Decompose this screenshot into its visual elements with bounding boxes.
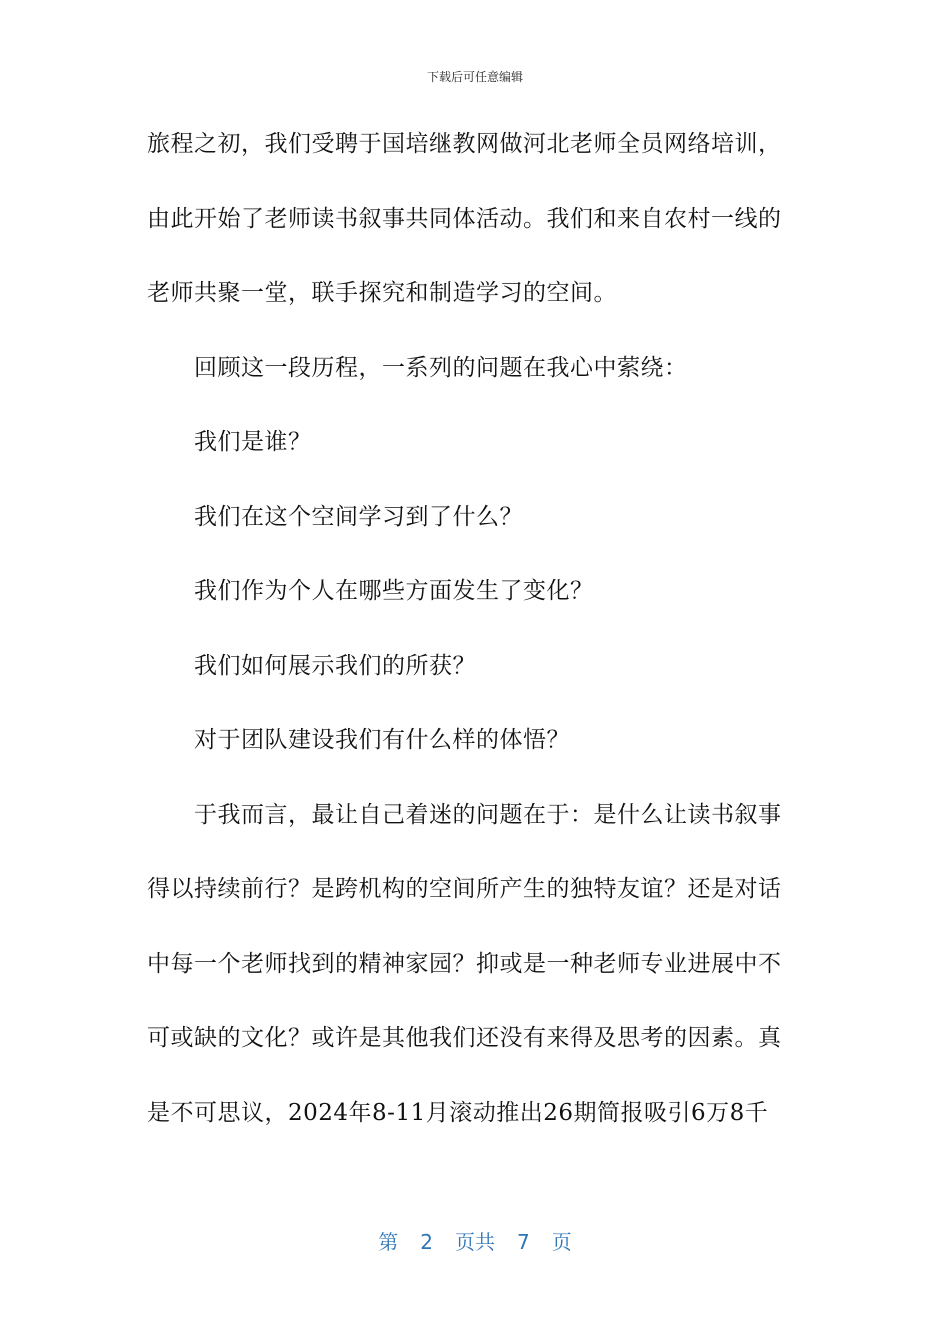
body-line-4: 回顾这一段历程，一系列的问题在我心中萦绕： <box>194 354 688 381</box>
body-line-5: 我们是谁？ <box>194 429 312 455</box>
footer-page-number: 2 <box>420 1230 433 1254</box>
page-footer <box>0 1226 950 1255</box>
body-line-9: 对于团队建设我们有什么样的体悟？ <box>194 727 570 753</box>
body-line-11: 得以持续前行？是跨机构的空间所产生的独特友谊？还是对话 <box>147 876 782 902</box>
body-line-1: 旅程之初，我们受聘于国培继教网做河北老师全员网络培训， <box>147 131 782 157</box>
body-line-3: 老师共聚一堂，联手探究和制造学习的空间。 <box>147 280 617 306</box>
body-line-8: 我们如何展示我们的所获？ <box>194 652 476 679</box>
footer-total-pages: 7 <box>517 1230 530 1254</box>
footer-middle: 页共 <box>455 1230 495 1254</box>
header-note: 下载后可任意编辑 <box>426 70 523 84</box>
document-body <box>147 126 797 1169</box>
body-line-13: 可或缺的文化？或许是其他我们还没有来得及思考的因素。真 <box>147 1025 782 1051</box>
body-line-10: 于我而言，最让自己着迷的问题在于：是什么让读书叙事 <box>194 801 782 828</box>
body-line-7: 我们作为个人在哪些方面发生了变化？ <box>194 578 594 604</box>
body-line-6: 我们在这个空间学习到了什么？ <box>194 503 523 530</box>
body-line-2: 由此开始了老师读书叙事共同体活动。我们和来自农村一线的 <box>147 205 782 232</box>
body-line-14: 是不可思议，2024年8-11月滚动推出26期简报吸引6万8千 <box>147 1099 769 1126</box>
footer-prefix: 第 <box>378 1230 399 1254</box>
footer-suffix: 页 <box>551 1230 572 1254</box>
body-line-12: 中每一个老师找到的精神家园？抑或是一种老师专业进展中不 <box>147 950 782 977</box>
